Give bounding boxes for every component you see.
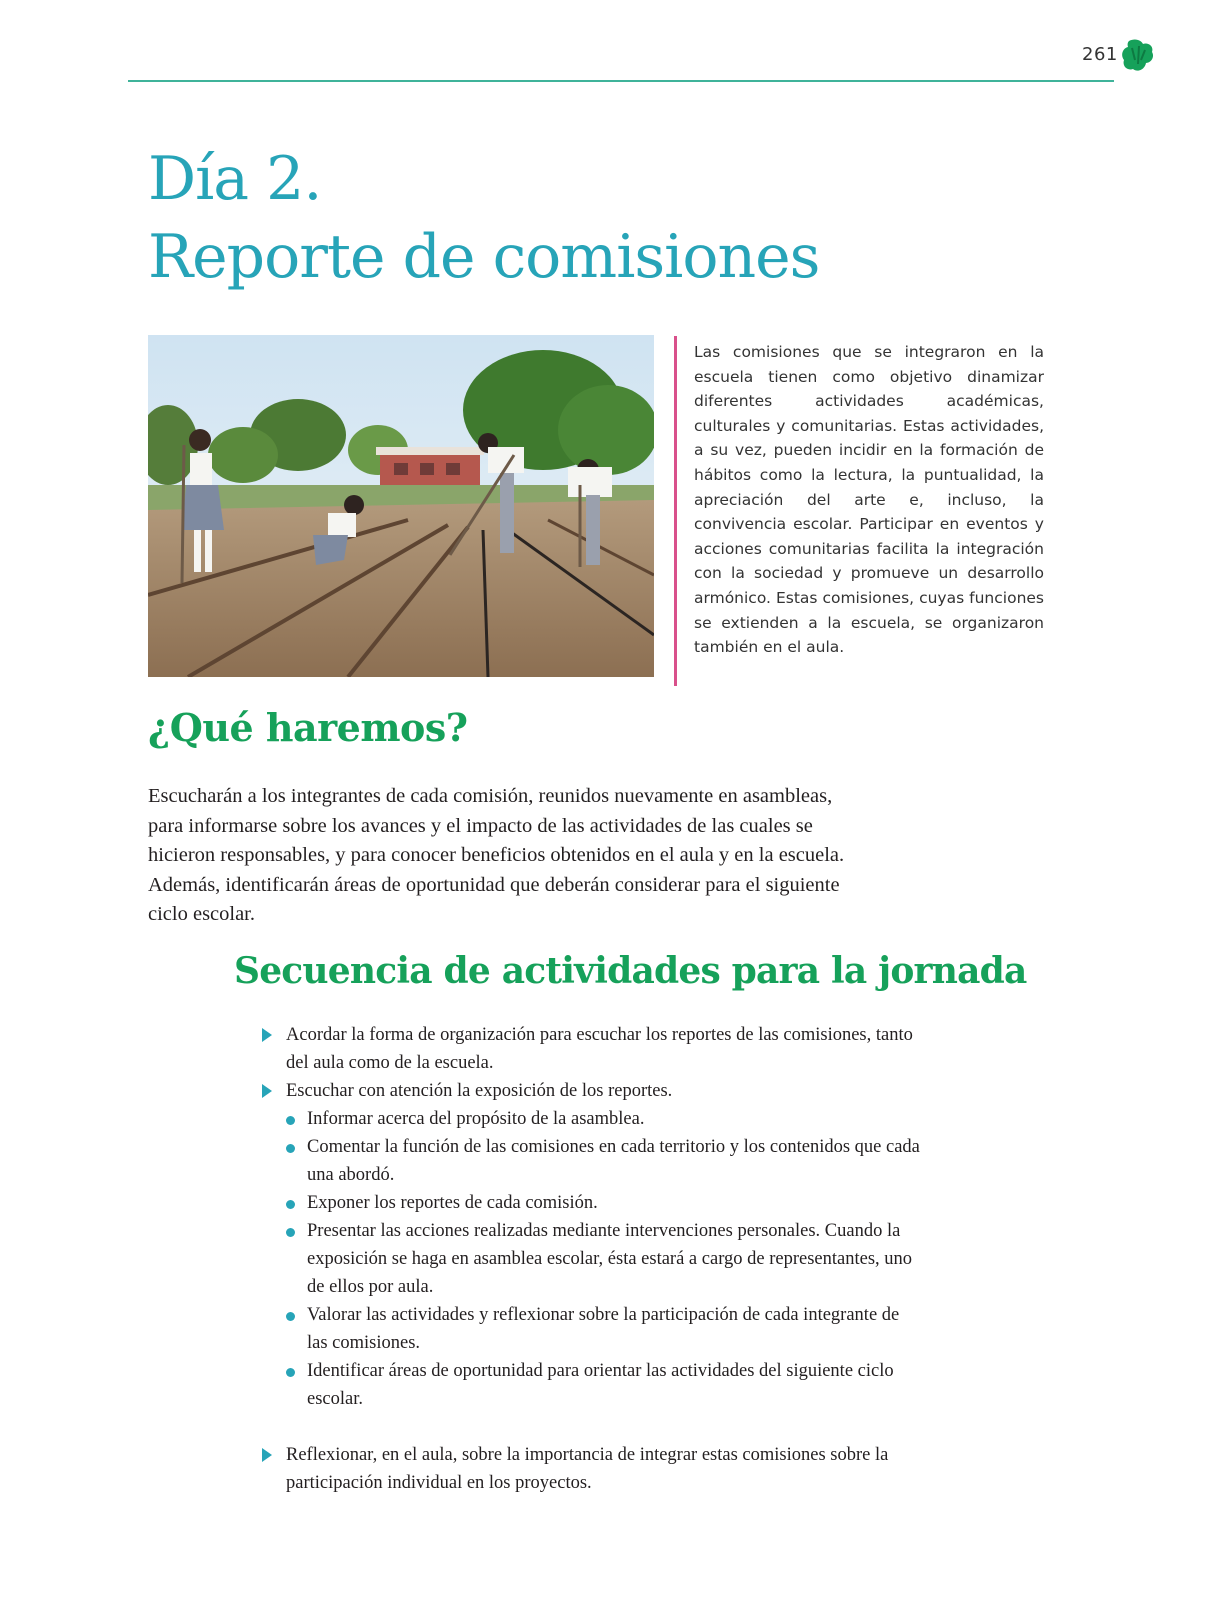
sub-list-item-text: Exponer los reportes de cada comisión. xyxy=(307,1193,598,1213)
list-item xyxy=(262,1441,922,1497)
title-line-1: Día 2. xyxy=(148,144,322,214)
list-item-text: Escuchar con atención la exposición de los reportes. xyxy=(286,1081,673,1101)
sub-list-item-text: Valorar las actividades y reflexionar sobre la participación de cada integrante de las comisiones. xyxy=(307,1305,900,1353)
activity-list xyxy=(262,1021,922,1497)
que-haremos-heading: ¿Qué haremos? xyxy=(148,705,468,750)
students-garden-photo xyxy=(148,335,654,677)
list-item xyxy=(262,1021,922,1077)
triangle-bullet-icon xyxy=(262,1448,272,1462)
triangle-bullet-icon xyxy=(262,1084,272,1098)
circle-bullet-icon xyxy=(286,1116,295,1125)
list-item-text: Reflexionar, en el aula, sobre la importancia de integrar estas comisiones sobre la participación individual en los proyectos. xyxy=(286,1445,889,1493)
sub-list-item xyxy=(262,1105,922,1133)
sidebar-rule xyxy=(674,336,677,686)
page-title xyxy=(148,140,819,296)
triangle-bullet-icon xyxy=(262,1028,272,1042)
list-item-text: Acordar la forma de organización para escuchar los reportes de las comisiones, tanto del aula como de la escuela. xyxy=(286,1025,913,1073)
sub-list-item xyxy=(262,1217,922,1301)
sub-list-item xyxy=(262,1133,922,1189)
circle-bullet-icon xyxy=(286,1200,295,1209)
secuencia-heading: Secuencia de actividades para la jornada xyxy=(234,950,1027,992)
sidebar-paragraph: Las comisiones que se integraron en la escuela tienen como objetivo dinamizar diferentes actividades académicas, culturales y comunitarias. Estas actividades, a su vez, pueden incidir en la formación de hábitos como la lectura, la puntualidad, la apreciación del arte e, incluso, la convivencia escolar. Participar en eventos y acciones comunitarias facilita la integración con la sociedad y promueve un desarrollo armónico. Estas comisiones, cuyas funciones se extienden a la escuela, se organizaron también en el aula. xyxy=(694,343,1044,657)
list-item xyxy=(262,1077,922,1105)
sub-list-item xyxy=(262,1301,922,1357)
page-number: 261 xyxy=(1082,44,1118,65)
header-rule xyxy=(128,80,1114,82)
que-haremos-paragraph: Escucharán a los integrantes de cada comisión, reunidos nuevamente en asambleas, para informarse sobre los avances y el impacto de las actividades de las cuales se hicieron responsables, y para conocer beneficios obtenidos en el aula y en la escuela. Además, identificarán áreas de oportunidad que deberán considerar para el siguiente ciclo escolar. xyxy=(148,785,845,925)
circle-bullet-icon xyxy=(286,1368,295,1377)
list-spacer xyxy=(262,1413,922,1441)
sub-list-item xyxy=(262,1189,922,1217)
circle-bullet-icon xyxy=(286,1312,295,1321)
circle-bullet-icon xyxy=(286,1144,295,1153)
sub-list-item-text: Presentar las acciones realizadas mediante intervenciones personales. Cuando la exposición se haga en asamblea escolar, ésta estará a cargo de representantes, uno de ellos por aula. xyxy=(307,1221,913,1297)
sub-list-item-text: Comentar la función de las comisiones en cada territorio y los contenidos que cada una abordó. xyxy=(307,1137,920,1185)
sub-list-item xyxy=(262,1357,922,1413)
sub-list-item-text: Informar acerca del propósito de la asamblea. xyxy=(307,1109,645,1129)
circle-bullet-icon xyxy=(286,1228,295,1237)
sub-list-item-text: Identificar áreas de oportunidad para orientar las actividades del siguiente ciclo escolar. xyxy=(307,1361,894,1409)
title-line-2: Reporte de comisiones xyxy=(148,222,820,292)
green-leaf-logo-icon xyxy=(1121,38,1155,74)
